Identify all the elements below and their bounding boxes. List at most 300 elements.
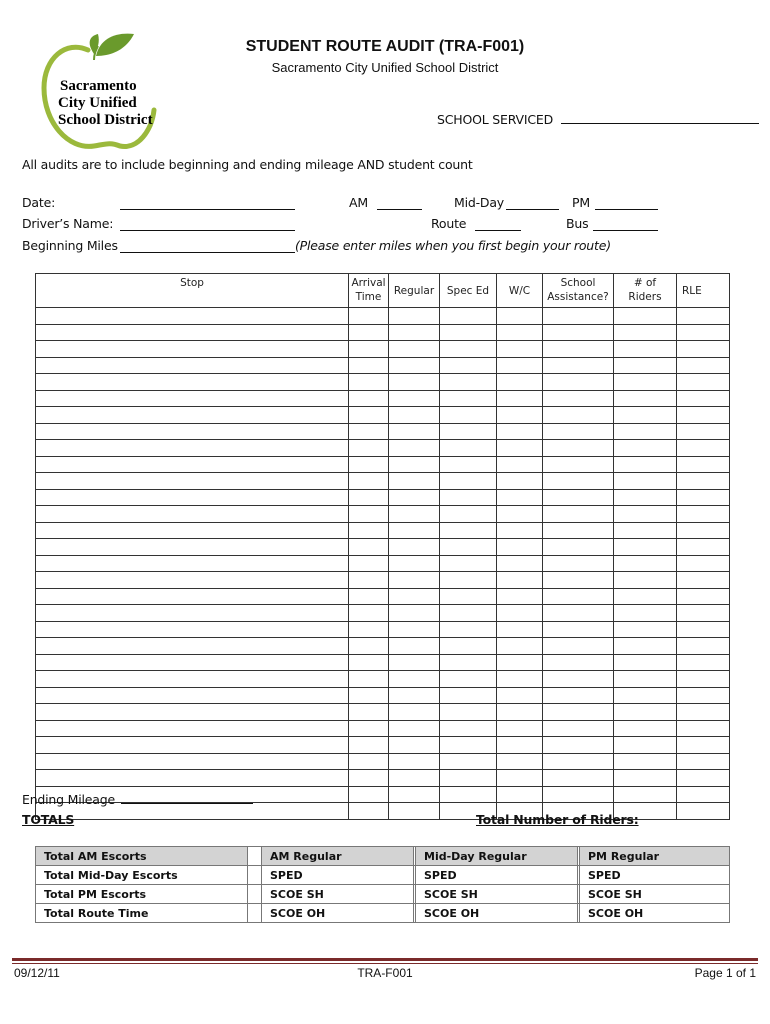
table-row [36, 390, 730, 407]
table-cell[interactable] [36, 572, 349, 589]
table-cell[interactable] [349, 671, 389, 688]
table-cell[interactable] [497, 638, 543, 655]
table-cell[interactable] [389, 654, 440, 671]
table-cell[interactable] [36, 555, 349, 572]
table-row [36, 489, 730, 506]
table-cell[interactable] [440, 374, 497, 391]
table-cell[interactable] [440, 423, 497, 440]
ending-mileage-field [22, 791, 253, 807]
table-cell[interactable] [614, 374, 677, 391]
table-cell[interactable] [543, 374, 614, 391]
table-cell[interactable] [614, 704, 677, 721]
totals-cell: AM Regular [262, 847, 414, 866]
table-cell[interactable] [349, 621, 389, 638]
form-title: STUDENT ROUTE AUDIT (TRA-F001) [245, 38, 525, 55]
table-cell[interactable] [677, 489, 730, 506]
table-cell[interactable] [614, 407, 677, 424]
table-cell[interactable] [497, 456, 543, 473]
table-cell[interactable] [543, 555, 614, 572]
table-cell[interactable] [614, 720, 677, 737]
table-row [36, 423, 730, 440]
table-cell[interactable] [36, 605, 349, 622]
table-cell[interactable] [614, 654, 677, 671]
table-cell[interactable] [677, 687, 730, 704]
table-cell[interactable] [497, 555, 543, 572]
table-cell[interactable] [543, 522, 614, 539]
footer-date: 09/12/11 [14, 966, 60, 980]
table-cell[interactable] [36, 588, 349, 605]
table-cell[interactable] [349, 687, 389, 704]
table-cell[interactable] [497, 423, 543, 440]
table-cell[interactable] [349, 308, 389, 325]
table-cell[interactable] [389, 440, 440, 457]
table-cell[interactable] [389, 539, 440, 556]
table-cell[interactable] [349, 588, 389, 605]
table-cell[interactable] [349, 423, 389, 440]
table-cell[interactable] [543, 341, 614, 358]
column-header-stop: Stop [36, 274, 349, 308]
table-cell[interactable] [543, 407, 614, 424]
table-cell[interactable] [497, 506, 543, 523]
table-cell[interactable] [440, 390, 497, 407]
table-cell[interactable] [614, 770, 677, 787]
table-cell[interactable] [349, 737, 389, 754]
table-row [36, 407, 730, 424]
table-cell[interactable] [543, 621, 614, 638]
table-cell[interactable] [389, 407, 440, 424]
table-cell[interactable] [677, 522, 730, 539]
table-cell[interactable] [36, 308, 349, 325]
total-riders-heading: Total Number of Riders: [476, 812, 639, 827]
table-cell[interactable] [614, 341, 677, 358]
table-cell[interactable] [614, 786, 677, 803]
table-cell[interactable] [497, 671, 543, 688]
table-cell[interactable] [497, 588, 543, 605]
table-cell[interactable] [36, 720, 349, 737]
table-cell[interactable] [389, 720, 440, 737]
table-cell[interactable] [497, 753, 543, 770]
totals-cell: SCOE SH [262, 885, 414, 904]
totals-row [36, 904, 730, 923]
table-cell[interactable] [389, 555, 440, 572]
table-cell[interactable] [36, 539, 349, 556]
table-cell[interactable] [543, 539, 614, 556]
bus-blank[interactable] [593, 218, 658, 231]
table-cell[interactable] [614, 423, 677, 440]
column-header-arrival-time: Arrival Time [349, 274, 389, 308]
table-cell[interactable] [349, 407, 389, 424]
date-blank[interactable] [120, 197, 295, 210]
table-cell[interactable] [349, 753, 389, 770]
table-cell[interactable] [677, 390, 730, 407]
midday-label: Mid-Day [454, 195, 504, 210]
table-cell[interactable] [349, 489, 389, 506]
table-cell[interactable] [440, 720, 497, 737]
column-header-spec-ed: Spec Ed [440, 274, 497, 308]
table-cell[interactable] [389, 374, 440, 391]
stops-table [35, 273, 730, 820]
table-cell[interactable] [349, 572, 389, 589]
table-cell[interactable] [36, 390, 349, 407]
table-cell[interactable] [36, 522, 349, 539]
footer-form-number: TRA-F001 [357, 966, 413, 980]
table-cell[interactable] [349, 390, 389, 407]
table-row [36, 440, 730, 457]
table-cell[interactable] [677, 720, 730, 737]
table-cell[interactable] [349, 720, 389, 737]
ending-mileage-label: Ending Mileage [22, 792, 115, 807]
table-cell[interactable] [614, 390, 677, 407]
table-cell[interactable] [36, 654, 349, 671]
table-cell[interactable] [543, 605, 614, 622]
midday-blank[interactable] [506, 197, 559, 210]
table-cell[interactable] [36, 489, 349, 506]
table-cell[interactable] [440, 341, 497, 358]
beginning-miles-blank[interactable] [120, 240, 295, 253]
table-cell[interactable] [389, 803, 440, 820]
instructions: All audits are to include beginning and ending mileage AND student count [22, 157, 473, 172]
footer-rule-thin [12, 963, 758, 964]
table-cell[interactable] [543, 786, 614, 803]
table-cell[interactable] [440, 522, 497, 539]
table-cell[interactable] [36, 423, 349, 440]
table-cell[interactable] [349, 605, 389, 622]
route-blank[interactable] [475, 218, 521, 231]
totals-cell: PM Regular [580, 847, 730, 866]
table-cell[interactable] [36, 621, 349, 638]
totals-cell: Total AM Escorts [36, 847, 248, 866]
table-cell[interactable] [543, 753, 614, 770]
table-cell[interactable] [677, 803, 730, 820]
table-cell[interactable] [349, 803, 389, 820]
table-cell[interactable] [677, 555, 730, 572]
table-cell[interactable] [36, 374, 349, 391]
table-cell[interactable] [614, 753, 677, 770]
table-cell[interactable] [677, 324, 730, 341]
table-cell[interactable] [677, 770, 730, 787]
table-cell[interactable] [389, 786, 440, 803]
beginning-miles-note: (Please enter miles when you first begin your route) [295, 238, 611, 253]
table-cell[interactable] [497, 621, 543, 638]
table-cell[interactable] [440, 588, 497, 605]
table-cell[interactable] [440, 786, 497, 803]
table-cell[interactable] [389, 704, 440, 721]
table-cell[interactable] [389, 423, 440, 440]
table-cell[interactable] [36, 770, 349, 787]
school-serviced-blank[interactable] [561, 111, 759, 124]
table-cell[interactable] [677, 357, 730, 374]
table-cell[interactable] [543, 473, 614, 490]
bus-label: Bus [566, 216, 589, 231]
table-cell[interactable] [440, 753, 497, 770]
table-cell[interactable] [349, 522, 389, 539]
table-cell[interactable] [349, 341, 389, 358]
table-cell[interactable] [36, 324, 349, 341]
table-cell[interactable] [614, 621, 677, 638]
table-cell[interactable] [440, 308, 497, 325]
table-cell[interactable] [543, 456, 614, 473]
table-cell[interactable] [36, 638, 349, 655]
table-cell[interactable] [440, 687, 497, 704]
table-row [36, 357, 730, 374]
table-cell[interactable] [497, 357, 543, 374]
table-cell[interactable] [614, 473, 677, 490]
table-row [36, 671, 730, 688]
totals-heading: TOTALS [22, 812, 75, 827]
table-cell[interactable] [349, 506, 389, 523]
table-cell[interactable] [543, 489, 614, 506]
table-cell[interactable] [497, 440, 543, 457]
table-row [36, 572, 730, 589]
table-cell[interactable] [614, 440, 677, 457]
table-cell[interactable] [36, 357, 349, 374]
table-cell[interactable] [440, 489, 497, 506]
table-cell[interactable] [389, 473, 440, 490]
table-cell[interactable] [440, 407, 497, 424]
table-cell[interactable] [497, 704, 543, 721]
table-cell[interactable] [389, 687, 440, 704]
table-cell[interactable] [497, 374, 543, 391]
table-cell[interactable] [543, 638, 614, 655]
table-cell[interactable] [440, 473, 497, 490]
table-cell[interactable] [543, 506, 614, 523]
table-cell[interactable] [614, 671, 677, 688]
table-cell[interactable] [677, 737, 730, 754]
table-cell[interactable] [440, 621, 497, 638]
table-cell[interactable] [389, 671, 440, 688]
table-cell[interactable] [440, 506, 497, 523]
table-cell[interactable] [389, 341, 440, 358]
table-cell[interactable] [543, 654, 614, 671]
table-cell[interactable] [614, 522, 677, 539]
table-row [36, 522, 730, 539]
table-cell[interactable] [440, 605, 497, 622]
pm-blank[interactable] [595, 197, 658, 210]
table-cell[interactable] [543, 588, 614, 605]
table-cell[interactable] [36, 341, 349, 358]
table-cell[interactable] [389, 308, 440, 325]
table-cell[interactable] [36, 456, 349, 473]
footer-page-number: Page 1 of 1 [694, 966, 756, 980]
table-cell[interactable] [349, 770, 389, 787]
table-cell[interactable] [349, 555, 389, 572]
table-cell[interactable] [349, 638, 389, 655]
table-cell[interactable] [614, 605, 677, 622]
table-cell[interactable] [614, 456, 677, 473]
table-cell[interactable] [677, 407, 730, 424]
table-cell[interactable] [36, 473, 349, 490]
table-cell[interactable] [543, 737, 614, 754]
table-cell[interactable] [614, 489, 677, 506]
totals-cell: SCOE SH [416, 885, 578, 904]
table-cell[interactable] [497, 473, 543, 490]
table-cell[interactable] [389, 357, 440, 374]
table-cell[interactable] [497, 341, 543, 358]
table-cell[interactable] [349, 473, 389, 490]
table-cell[interactable] [614, 737, 677, 754]
table-cell[interactable] [497, 770, 543, 787]
table-cell[interactable] [677, 572, 730, 589]
totals-row [36, 847, 730, 866]
table-cell[interactable] [614, 638, 677, 655]
table-cell[interactable] [614, 324, 677, 341]
table-cell[interactable] [389, 489, 440, 506]
column-header-regular: Regular [389, 274, 440, 308]
table-cell[interactable] [440, 357, 497, 374]
table-cell[interactable] [440, 654, 497, 671]
school-serviced-field [437, 111, 759, 127]
table-cell[interactable] [497, 407, 543, 424]
am-blank[interactable] [377, 197, 422, 210]
table-cell[interactable] [389, 737, 440, 754]
table-cell[interactable] [614, 308, 677, 325]
table-cell[interactable] [349, 374, 389, 391]
table-cell[interactable] [497, 489, 543, 506]
table-cell[interactable] [677, 605, 730, 622]
table-cell[interactable] [389, 390, 440, 407]
table-cell[interactable] [440, 671, 497, 688]
table-cell[interactable] [389, 572, 440, 589]
table-cell[interactable] [497, 308, 543, 325]
table-cell[interactable] [497, 539, 543, 556]
table-cell[interactable] [389, 770, 440, 787]
table-cell[interactable] [543, 308, 614, 325]
table-cell[interactable] [497, 654, 543, 671]
table-cell[interactable] [440, 539, 497, 556]
table-cell[interactable] [677, 786, 730, 803]
table-cell[interactable] [543, 671, 614, 688]
table-cell[interactable] [389, 638, 440, 655]
table-cell[interactable] [349, 654, 389, 671]
table-cell[interactable] [497, 786, 543, 803]
table-cell[interactable] [543, 324, 614, 341]
table-cell[interactable] [349, 456, 389, 473]
table-cell[interactable] [497, 720, 543, 737]
table-cell[interactable] [543, 357, 614, 374]
table-cell[interactable] [497, 390, 543, 407]
table-cell[interactable] [543, 770, 614, 787]
table-row [36, 654, 730, 671]
table-row [36, 737, 730, 754]
table-cell[interactable] [614, 572, 677, 589]
table-cell[interactable] [440, 456, 497, 473]
table-cell[interactable] [389, 605, 440, 622]
table-cell[interactable] [677, 654, 730, 671]
table-cell[interactable] [614, 555, 677, 572]
table-cell[interactable] [614, 357, 677, 374]
table-cell[interactable] [389, 324, 440, 341]
table-row [36, 308, 730, 325]
table-cell[interactable] [677, 638, 730, 655]
table-row [36, 588, 730, 605]
table-cell[interactable] [614, 539, 677, 556]
table-cell[interactable] [497, 687, 543, 704]
totals-row [36, 866, 730, 885]
district-name: Sacramento City Unified School District [271, 60, 499, 75]
table-cell[interactable] [389, 522, 440, 539]
table-cell[interactable] [349, 440, 389, 457]
table-cell[interactable] [389, 456, 440, 473]
table-cell[interactable] [614, 506, 677, 523]
table-cell[interactable] [677, 341, 730, 358]
table-cell[interactable] [677, 374, 730, 391]
totals-table [35, 846, 730, 923]
table-row [36, 539, 730, 556]
table-cell[interactable] [440, 704, 497, 721]
table-cell[interactable] [543, 687, 614, 704]
table-cell[interactable] [440, 737, 497, 754]
table-cell[interactable] [389, 588, 440, 605]
table-cell[interactable] [614, 588, 677, 605]
table-cell[interactable] [440, 324, 497, 341]
logo-line-3: School District [58, 112, 153, 128]
table-cell[interactable] [677, 704, 730, 721]
ending-mileage-blank[interactable] [121, 791, 253, 804]
table-cell[interactable] [440, 572, 497, 589]
table-cell[interactable] [36, 737, 349, 754]
beginning-miles-label: Beginning Miles [22, 238, 118, 253]
table-row [36, 456, 730, 473]
table-cell[interactable] [36, 506, 349, 523]
table-cell[interactable] [497, 737, 543, 754]
table-cell[interactable] [677, 753, 730, 770]
table-cell[interactable] [543, 572, 614, 589]
table-cell[interactable] [349, 324, 389, 341]
table-cell[interactable] [543, 704, 614, 721]
table-cell[interactable] [677, 456, 730, 473]
table-cell[interactable] [36, 440, 349, 457]
table-cell[interactable] [36, 704, 349, 721]
table-cell[interactable] [677, 621, 730, 638]
table-cell[interactable] [349, 357, 389, 374]
table-cell[interactable] [677, 308, 730, 325]
table-cell[interactable] [497, 324, 543, 341]
table-cell[interactable] [497, 572, 543, 589]
table-cell[interactable] [36, 753, 349, 770]
table-row [36, 687, 730, 704]
table-cell[interactable] [389, 621, 440, 638]
table-cell[interactable] [440, 555, 497, 572]
table-cell[interactable] [677, 671, 730, 688]
table-cell[interactable] [497, 522, 543, 539]
table-cell[interactable] [36, 687, 349, 704]
table-cell[interactable] [440, 770, 497, 787]
table-cell[interactable] [543, 390, 614, 407]
table-cell[interactable] [677, 539, 730, 556]
table-cell[interactable] [349, 539, 389, 556]
table-cell[interactable] [677, 440, 730, 457]
table-cell[interactable] [440, 638, 497, 655]
table-cell[interactable] [543, 423, 614, 440]
table-cell[interactable] [543, 440, 614, 457]
table-cell[interactable] [440, 440, 497, 457]
route-label: Route [431, 216, 467, 231]
table-cell[interactable] [389, 753, 440, 770]
drivers-name-blank[interactable] [120, 218, 295, 231]
table-cell[interactable] [349, 786, 389, 803]
table-cell[interactable] [677, 588, 730, 605]
table-cell[interactable] [543, 720, 614, 737]
table-cell[interactable] [36, 671, 349, 688]
table-cell[interactable] [677, 423, 730, 440]
table-cell[interactable] [349, 704, 389, 721]
table-cell[interactable] [614, 687, 677, 704]
table-cell[interactable] [389, 506, 440, 523]
table-cell[interactable] [36, 407, 349, 424]
table-cell[interactable] [677, 506, 730, 523]
table-cell[interactable] [497, 605, 543, 622]
table-cell[interactable] [677, 473, 730, 490]
